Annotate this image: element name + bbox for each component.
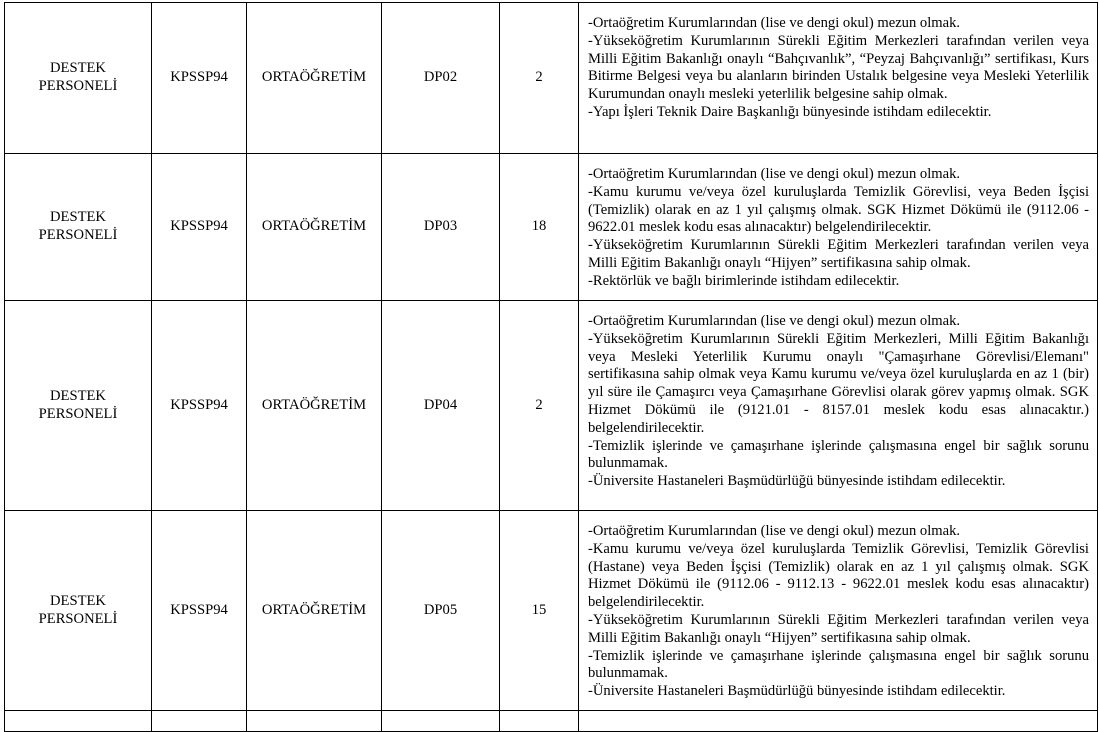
requirement-item: -Yükseköğretim Kurumlarının Sürekli Eğitim Merkezleri tarafından verilen veya Milli Eğitim Bakanlığı onaylı “Hijyen” sertifikasına sahip olmak. (588, 611, 1089, 646)
position-count-cell: 18 (500, 154, 579, 301)
requirement-item: -Ortaöğretim Kurumlarından (lise ve dengi okul) mezun olmak. (588, 15, 961, 31)
category-cell (5, 3, 152, 154)
position-code-cell: DP02 (382, 3, 500, 154)
education-cell: ORTAÖĞRETİM (247, 3, 382, 154)
requirement-item: -Yapı İşleri Teknik Daire Başkanlığı bünyesinde istihdam edilecektir. (588, 103, 992, 120)
requirement-item: -Kamu kurumu ve/veya özel kuruluşlarda Temizlik Görevlisi, Temizlik Görevlisi (Hastane) veya Beden İşçisi (Temizlik) olarak en az 1 yıl çalışmış olmak. SGK Hizmet Dökümü ile (9112.06 - 9112.13 - 9622.01 meslek kodu esas alınacaktır) belgelendirilecektir. (588, 540, 1089, 611)
empty-cell (247, 711, 382, 732)
requirement-item: -Kamu kurumu ve/veya özel kuruluşlarda Temizlik Görevlisi, veya Beden İşçisi (Temizlik) olarak en az 1 yıl çalışmış olmak. SGK Hizmet Dökümü ile (9112.06 - 9622.01 meslek kodu esas alınacaktır) belgelendirilecektir. (588, 183, 1089, 236)
requirement-item: -Ortaöğretim Kurumlarından (lise ve dengi okul) mezun olmak. (588, 523, 961, 539)
category-line: DESTEK (50, 387, 106, 404)
education-cell: ORTAÖĞRETİM (247, 511, 382, 711)
exam-cell: KPSSP94 (152, 301, 247, 511)
category-line: PERSONELİ (38, 78, 118, 94)
requirement-item: -Temizlik işlerinde ve çamaşırhane işlerinde çalışmasına engel bir sağlık sorunu bulunmamak. (588, 647, 1089, 682)
requirements-cell (579, 154, 1098, 301)
positions-table (4, 2, 1098, 732)
requirements-cell (579, 3, 1098, 154)
position-code-cell: DP04 (382, 301, 500, 511)
position-count-cell: 2 (500, 301, 579, 511)
requirement-item: -Yükseköğretim Kurumlarının Sürekli Eğitim Merkezleri, Milli Eğitim Bakanlığı veya Mesleki Yeterlilik Kurumu onaylı "Çamaşırhane Görevlisi/Elemanı" sertifikasına sahip olmak veya Kamu kurumu ve/veya özel kuruluşlarda en az 1 (bir) yıl süre ile Çamaşırcı veya Çamaşırhane Görevlisi olarak görev yapmış olmak. SGK Hizmet Dökümü ile (9121.01 - 8157.01 meslek kodu esas alınacaktır.) belgelendirilecektir. (588, 330, 1089, 436)
requirement-item: -Yükseköğretim Kurumlarının Sürekli Eğitim Merkezleri tarafından verilen veya Milli Eğitim Bakanlığı onaylı “Bahçıvanlık”, “Peyzaj Bahçıvanlığı” sertifikası, Kurs Bitirme Belgesi veya bu alanların birinden Ustalık belgesine veya Mesleki Yeterlilik Kurumundan onaylı mesleki yeterlilik belgesine sahip olmak. (588, 32, 1089, 103)
education-cell: ORTAÖĞRETİM (247, 301, 382, 511)
empty-cell (500, 711, 579, 732)
education-cell: ORTAÖĞRETİM (247, 154, 382, 301)
category-cell (5, 511, 152, 711)
category-line: DESTEK (50, 209, 106, 226)
requirement-item: -Yükseköğretim Kurumlarının Sürekli Eğitim Merkezleri tarafından verilen veya Milli Eğitim Bakanlığı onaylı “Hijyen” sertifikasına sahip olmak. (588, 237, 1089, 271)
empty-cell (579, 711, 1098, 732)
category-line: DESTEK (50, 60, 106, 77)
category-line: PERSONELİ (38, 227, 118, 243)
category-line: PERSONELİ (38, 405, 118, 422)
category-cell (5, 301, 152, 511)
position-code-cell: DP05 (382, 511, 500, 711)
category-line: DESTEK (50, 592, 106, 609)
exam-cell: KPSSP94 (152, 511, 247, 711)
requirement-item: -Ortaöğretim Kurumlarından (lise ve dengi okul) mezun olmak. (588, 166, 961, 182)
position-count-cell: 15 (500, 511, 579, 711)
table-row-partial (5, 711, 1098, 732)
position-count-cell: 2 (500, 3, 579, 154)
category-line: PERSONELİ (38, 610, 118, 627)
requirement-item: -Üniversite Hastaneleri Başmüdürlüğü bünyesinde istihdam edilecektir. (588, 473, 1006, 490)
requirement-item: -Temizlik işlerinde ve çamaşırhane işlerinde çalışmasına engel bir sağlık sorunu bulunmamak. (588, 437, 1089, 472)
table-row (5, 301, 1098, 511)
empty-cell (5, 711, 152, 732)
exam-cell: KPSSP94 (152, 154, 247, 301)
table-row (5, 154, 1098, 301)
empty-cell (382, 711, 500, 732)
position-code-cell: DP03 (382, 154, 500, 301)
requirement-item: -Üniversite Hastaneleri Başmüdürlüğü bünyesinde istihdam edilecektir. (588, 683, 1006, 700)
requirements-cell (579, 511, 1098, 711)
table-row (5, 3, 1098, 154)
requirement-item: -Rektörlük ve bağlı birimlerinde istihdam edilecektir. (588, 272, 900, 289)
table-row (5, 511, 1098, 711)
requirement-item: -Ortaöğretim Kurumlarından (lise ve dengi okul) mezun olmak. (588, 313, 961, 329)
requirements-cell (579, 301, 1098, 511)
empty-cell (152, 711, 247, 732)
category-cell (5, 154, 152, 301)
exam-cell: KPSSP94 (152, 3, 247, 154)
